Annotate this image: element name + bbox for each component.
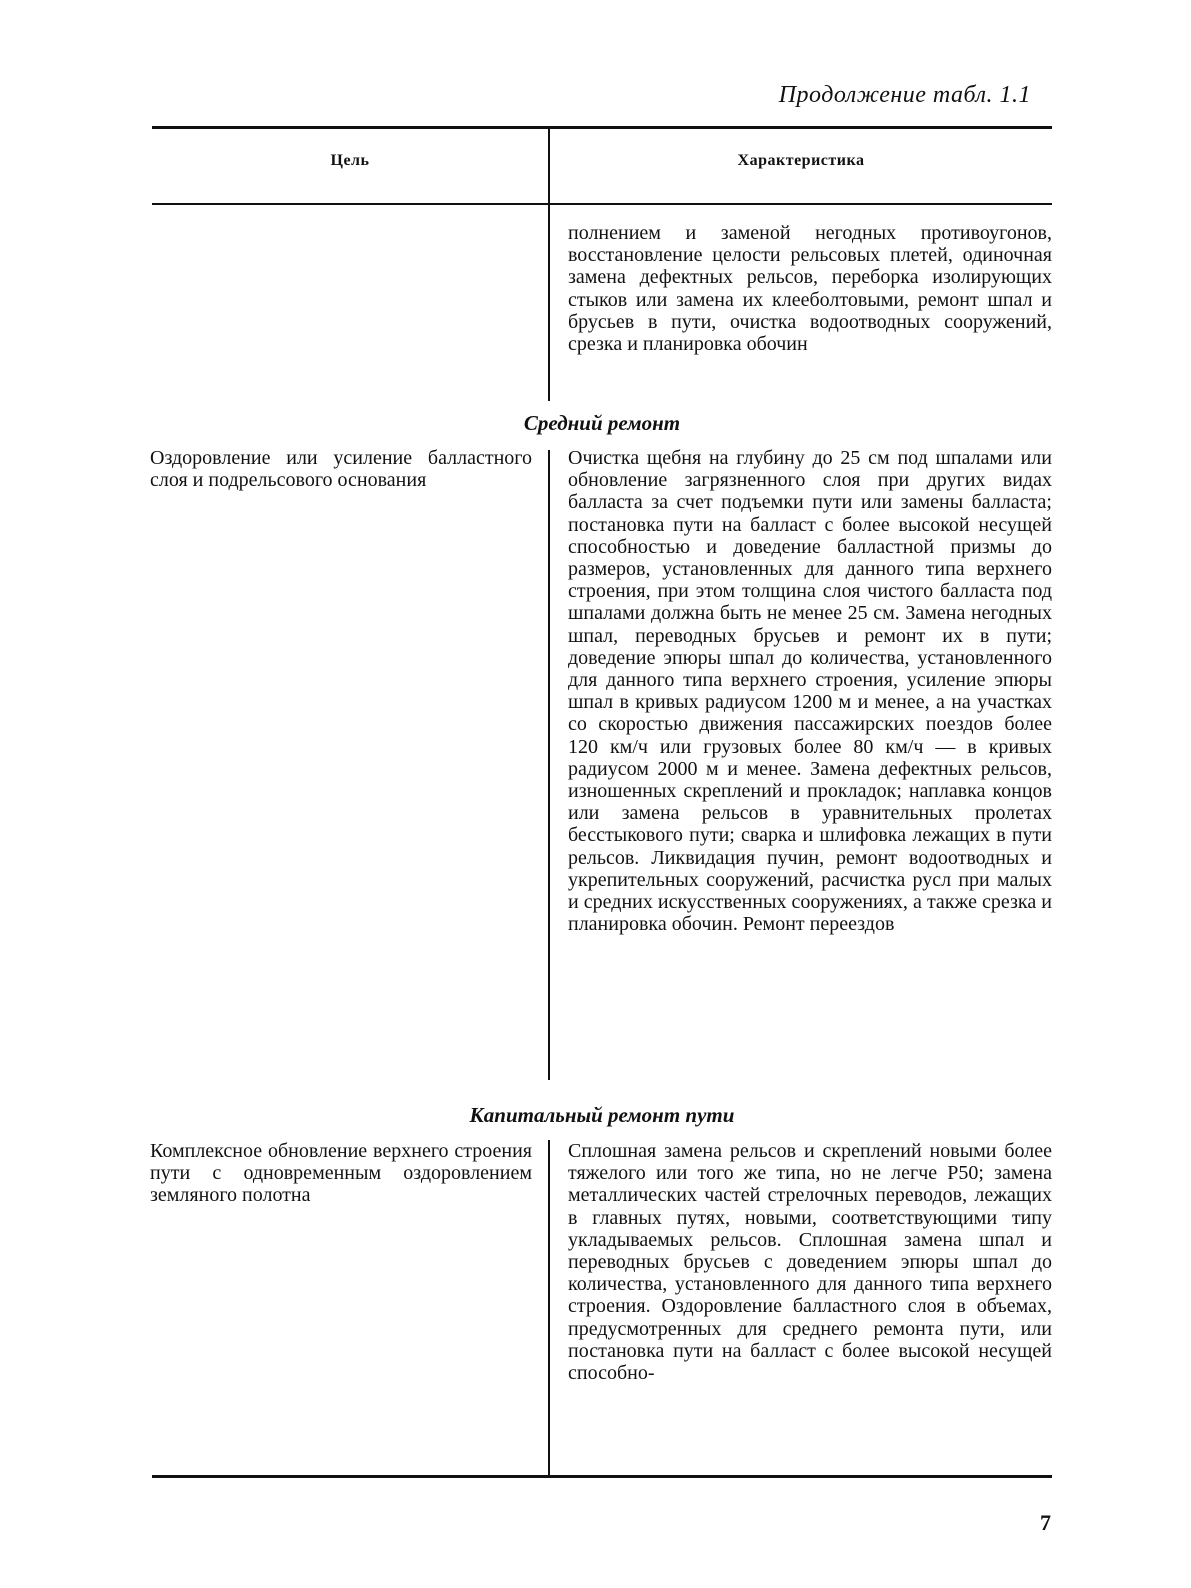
table-header-rule	[152, 203, 1052, 205]
medium-repair-goal: Оздоровление или усиление балластного слоя и подрельсового основания	[150, 447, 532, 492]
table-top-rule	[152, 126, 1052, 129]
table-bottom-rule	[152, 1475, 1052, 1478]
continuation-characteristic: полнением и заменой негодных противоугонов, восстановление целости рельсовых плетей, одиночная замена дефектных рельсов, переборка изолирующих стыков или замена их клееболтовыми, ремонт шпал и брусьев в пути, очистка водоотводных сооружений, срезка и планировка обочин	[568, 222, 1052, 356]
header-goal: Цель	[330, 152, 370, 169]
capital-repair-characteristic: Сплошная замена рельсов и скреплений новыми более тяжелого или того же типа, но не легче Р50; замена металлических частей стрелочных переводов, лежащих в главных путях, новыми, соответствующими типу укладываемых рельсов. Сплошная замена шпал и переводных брусьев с доведением эпюры шпал до количества, установленного для данного типа верхнего строения. Оздоровление балластного слоя в объемах, предусмотренных для среднего ремонта пути, или постановка пути на балласт с более высокой несущей способно-	[568, 1140, 1052, 1385]
section-title-medium-repair: Средний ремонт	[523, 411, 681, 435]
table-caption: Продолжение табл. 1.1	[778, 82, 1031, 108]
column-divider	[548, 450, 550, 1080]
column-divider	[548, 1140, 550, 1476]
medium-repair-characteristic: Очистка щебня на глубину до 25 см под шпалами или обновление загрязненного слоя при других видах балласта за счет подъемки пути или замены балласта; постановка пути на балласт с более высокой несущей способностью и доведение балластной призмы до размеров, установленных для данного типа верхнего строения, при этом толщина слоя чистого балласта под шпалами должна быть не менее 25 см. Замена негодных шпал, переводных брусьев и ремонт их в пути; доведение эпюры шпал до количества, установленного для данного типа верхнего строения, усиление эпюры шпал в кривых радиусом 1200 м и менее, а на участках со скоростью движения пассажирских поездов более 120 км/ч или грузовых более 80 км/ч — в кривых радиусом 2000 м и менее. Замена дефектных рельсов, изношенных скреплений и прокладок; наплавка концов или замена рельсов в уравнительных пролетах бесстыкового пути; сварка и шлифовка лежащих в пути рельсов. Ликвидация пучин, ремонт водоотводных и укрепительных сооружений, расчистка русл при малых и средних искусственных сооружениях, а также срезка и планировка обочин. Ремонт переездов	[568, 447, 1052, 936]
section-title-capital-repair: Капитальный ремонт пути	[469, 1103, 735, 1127]
page-number: 7	[1040, 1510, 1051, 1535]
column-divider	[548, 205, 550, 401]
capital-repair-goal: Комплексное обновление верхнего строения пути с одновременным оздоровлением земляного полотна	[150, 1140, 532, 1207]
column-divider	[548, 128, 550, 203]
header-characteristic: Характеристика	[737, 152, 865, 169]
